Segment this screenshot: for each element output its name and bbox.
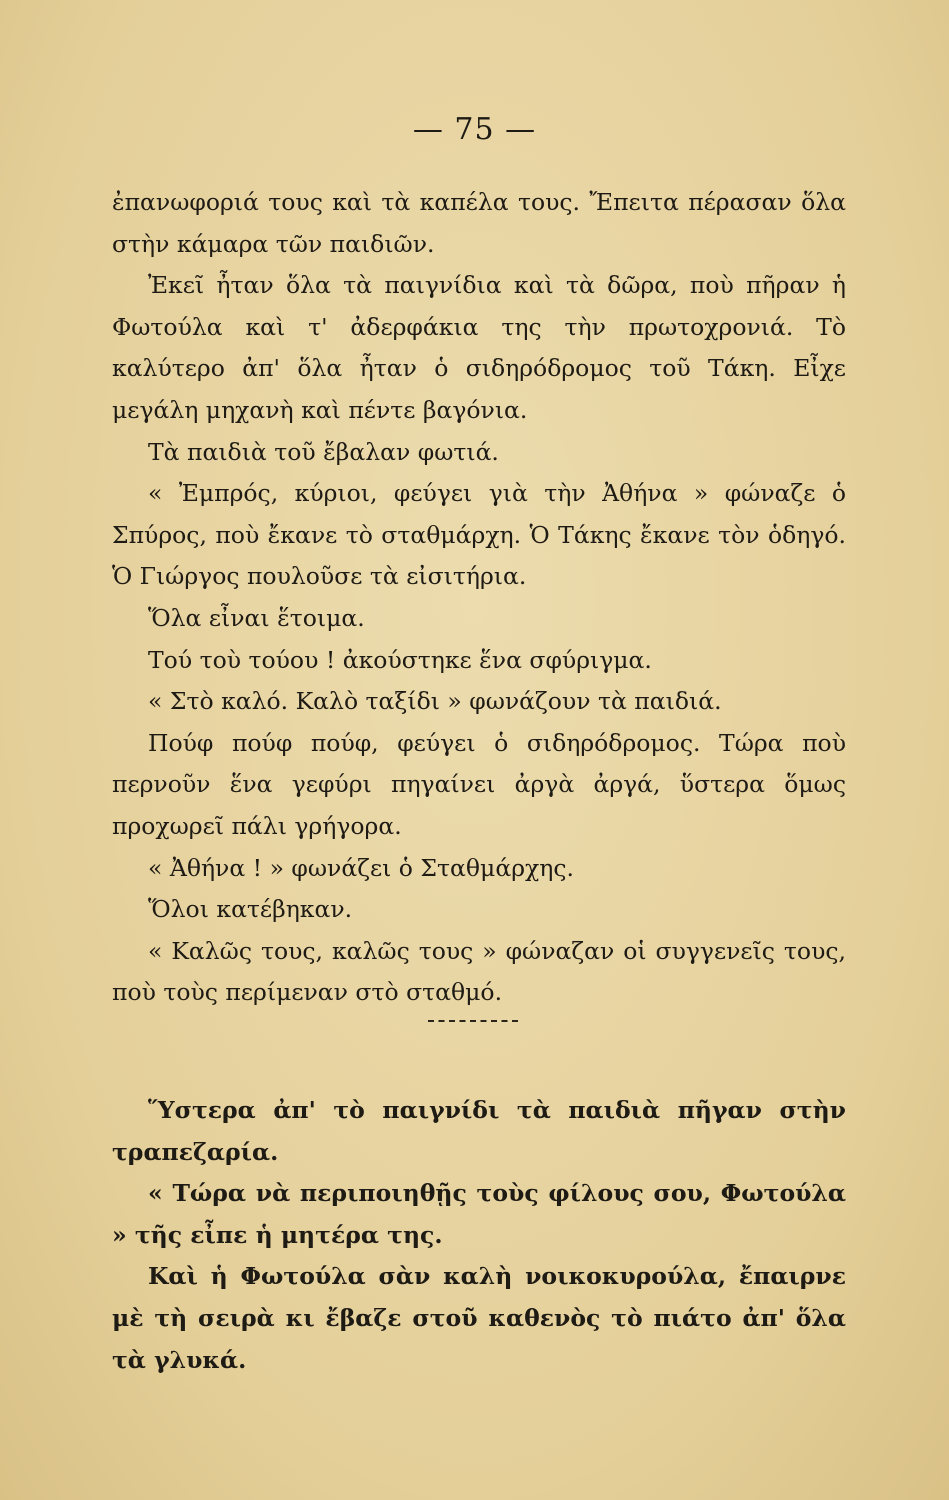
section-divider	[428, 1020, 518, 1022]
paragraph: Ἐκεῖ ἦταν ὅλα τὰ παιγνίδια καὶ τὰ δῶρα, ποὺ πῆραν ἡ Φωτούλα καὶ τ' ἀδερφάκια της τὴν πρωτοχρονιά. Τὸ καλύτερο ἀπ' ὅλα ἦταν ὁ σιδηρόδρομος τοῦ Τάκη. Εἶχε μεγάλη μηχανὴ καὶ πέντε βαγόνια.	[112, 271, 846, 424]
section-two	[112, 1090, 846, 1381]
paragraph: « Καλῶς τους, καλῶς τους » φώναζαν οἱ συγγενεῖς τους, ποὺ τοὺς περίμεναν στὸ σταθμό.	[112, 936, 846, 1007]
paragraph: « Στὸ καλό. Καλὸ ταξίδι » φωνάζουν τὰ παιδιά.	[148, 687, 722, 716]
paragraph: Τὰ παιδιὰ τοῦ ἔβαλαν φωτιά.	[148, 437, 499, 466]
paragraph: Ὕστερα ἀπ' τὸ παιγνίδι τὰ παιδιὰ πῆγαν στὴν τραπεζαρία.	[112, 1096, 846, 1166]
paragraph: Τού τοὺ τούου ! ἀκούστηκε ἕνα σφύριγμα.	[148, 645, 652, 674]
paragraph: « Ἀθήνα ! » φωνάζει ὁ Σταθμάρχης.	[148, 853, 574, 882]
paragraph: « Ἐμπρός, κύριοι, φεύγει γιὰ τὴν Ἀθήνα » φώναζε ὁ Σπύρος, ποὺ ἔκανε τὸ σταθμάρχη. Ὁ Τάκης ἔκανε τὸν ὁδηγό. Ὁ Γιώργος πουλοῦσε τὰ εἰσιτήρια.	[112, 479, 846, 591]
paragraph: Ὅλοι κατέβηκαν.	[148, 895, 353, 924]
paragraph: ἐπανωφοριά τους καὶ τὰ καπέλα τους. Ἔπειτα πέρασαν ὅλα στὴν κάμαρα τῶν παιδιῶν.	[112, 188, 846, 258]
paragraph: « Τώρα νὰ περιποιηθῇς τοὺς φίλους σου, Φωτούλα » τῆς εἶπε ἡ μητέρα της.	[112, 1179, 846, 1249]
paragraph: Πούφ πούφ πούφ, φεύγει ὁ σιδηρόδρομος. Τώρα ποὺ περνοῦν ἕνα γεφύρι πηγαίνει ἀργὰ ἀργά, ὕστερα ὅμως προχωρεῖ πάλι γρήγορα.	[112, 728, 846, 840]
section-one	[112, 182, 846, 1014]
page-number: — 75 —	[412, 112, 537, 147]
paragraph: Ὅλα εἶναι ἕτοιμα.	[148, 603, 365, 632]
paragraph: Καὶ ἡ Φωτούλα σὰν καλὴ νοικοκυρούλα, ἔπαιρνε μὲ τὴ σειρὰ κι ἔβαζε στοῦ καθενὸς τὸ πιάτο ἀπ' ὅλα τὰ γλυκά.	[112, 1262, 846, 1374]
